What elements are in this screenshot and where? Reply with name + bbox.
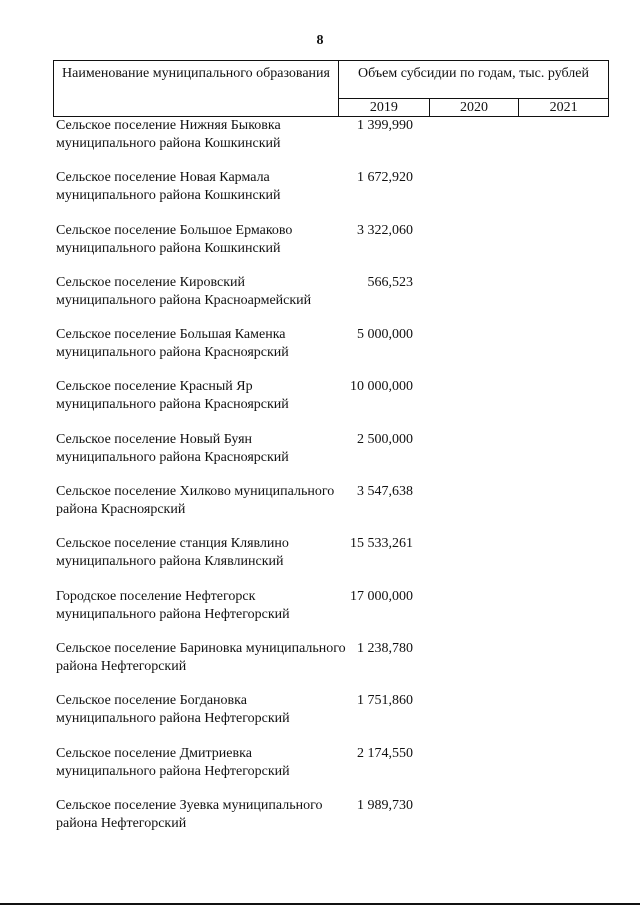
municipality-name: Сельское поселение Новый Буян муниципального района Красноярский — [56, 431, 289, 465]
subsidy-2019-value: 3 322,060 — [357, 222, 413, 238]
municipality-name: Сельское поселение Бариновка муниципального района Нефтегорский — [56, 640, 346, 674]
municipality-name: Сельское поселение Большая Каменка муниципального района Красноярский — [56, 327, 289, 361]
subsidy-2019-value: 17 000,000 — [350, 588, 413, 604]
table-row — [53, 117, 609, 169]
subsidy-2019-value: 5 000,000 — [357, 327, 413, 343]
subsidy-2019-value: 10 000,000 — [350, 379, 413, 395]
subsidy-2019-value: 3 547,638 — [357, 484, 413, 500]
subsidy-2019-value: 15 533,261 — [350, 536, 413, 552]
subsidy-2019-value: 1 672,920 — [357, 170, 413, 186]
subsidy-2019-value: 2 174,550 — [357, 745, 413, 761]
subsidy-2019-value: 1 751,860 — [357, 693, 413, 709]
municipality-name: Сельское поселение Красный Яр муниципального района Красноярский — [56, 379, 289, 413]
table-body — [53, 117, 609, 849]
table-row — [53, 431, 609, 483]
municipality-name: Сельское поселение Кировский муниципального района Красноармейский — [56, 274, 312, 308]
municipality-name: Сельское поселение Нижняя Быковка муниципального района Кошкинский — [56, 118, 281, 151]
subsidy-2019-value: 566,523 — [367, 274, 413, 290]
table-row — [53, 169, 609, 221]
table-row — [53, 535, 609, 587]
table-row — [53, 222, 609, 274]
table-header — [53, 60, 609, 117]
column-header-name: Наименование муниципального образования — [54, 61, 339, 116]
table-row — [53, 588, 609, 640]
table-row — [53, 692, 609, 744]
table-row — [53, 640, 609, 692]
table-row — [53, 797, 609, 849]
municipality-name: Сельское поселение Новая Кармала муниципального района Кошкинский — [56, 170, 281, 204]
table-row — [53, 326, 609, 378]
municipality-name: Сельское поселение станция Клявлино муниципального района Клявлинский — [56, 536, 289, 570]
table-row — [53, 274, 609, 326]
year-header-2019: 2019 — [369, 100, 398, 115]
municipality-name: Сельское поселение Дмитриевка муниципального района Нефтегорский — [56, 745, 290, 779]
municipality-name: Сельское поселение Большое Ермаково муниципального района Кошкинский — [56, 222, 293, 256]
municipality-name: Городское поселение Нефтегорск муниципального района Нефтегорский — [56, 588, 290, 622]
table-row — [53, 745, 609, 797]
subsidy-2019-value: 1 399,990 — [357, 118, 413, 133]
table-row — [53, 378, 609, 430]
subsidy-2019-value: 1 238,780 — [357, 640, 413, 656]
table-row — [53, 483, 609, 535]
subsidy-2019-value: 1 989,730 — [357, 797, 413, 813]
column-header-amount: Объем субсидии по годам, тыс. рублей — [339, 61, 608, 99]
page-number: 8 — [316, 33, 324, 48]
subsidy-2019-value: 2 500,000 — [357, 431, 413, 447]
year-header-2020: 2020 — [429, 99, 519, 116]
municipality-name: Сельское поселение Богдановка муниципального района Нефтегорский — [56, 693, 290, 727]
municipality-name: Сельское поселение Зуевка муниципального района Нефтегорский — [56, 797, 323, 831]
municipality-name: Сельское поселение Хилково муниципального района Красноярский — [56, 484, 335, 518]
year-header-2021: 2021 — [518, 99, 608, 116]
